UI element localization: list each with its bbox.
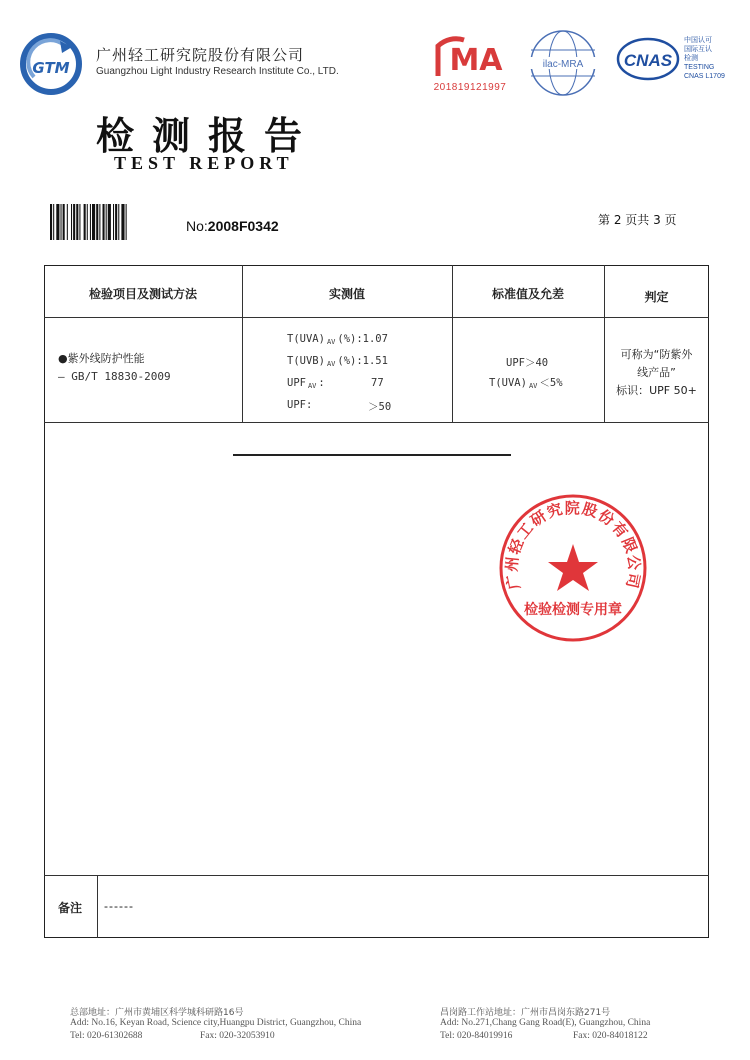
barcode-bar (87, 204, 88, 240)
footer-station-address-cn: 昌岗路工作站地址：广州市昌岗东路271号 (440, 1008, 611, 1018)
standard-upf: UPF＞40 (506, 357, 549, 369)
barcode-bar (61, 204, 62, 240)
header-standard-value: 标准值及允差 (491, 287, 564, 301)
remarks-label: 备注 (58, 901, 83, 915)
barcode-bar (67, 204, 68, 240)
measured-uva: T(UVA) $_{AV}$ (%):1.07 (287, 333, 388, 346)
cma-code: 201819121997 (433, 82, 507, 93)
footer-station-address-en: Add: No.271,Chang Gang Road(E), Guangzhou, China (440, 1018, 651, 1028)
cnas-logo-icon (616, 36, 680, 82)
barcode-bar (79, 204, 80, 240)
barcode-bar (50, 204, 52, 240)
barcode-bar (108, 204, 111, 240)
barcode-bar (99, 204, 100, 240)
header-measured-value: 实测值 (328, 287, 365, 301)
svg-text:MA: MA (449, 43, 503, 78)
header-verdict: 判定 (644, 290, 669, 304)
page-indicator: 第 2 页共 3 页 (598, 213, 677, 227)
data-row-divider (44, 422, 709, 423)
measured-upf-value: ＞50 (368, 401, 392, 413)
barcode-bar (71, 204, 72, 240)
company-logo (20, 33, 82, 95)
test-item-name: ●紫外线防护性能 (58, 352, 145, 365)
barcode-bar (118, 204, 119, 240)
company-name-en: Guangzhou Light Industry Research Institute Co., LTD. (96, 66, 339, 77)
seal-star-icon (548, 544, 598, 591)
barcode-icon (50, 204, 176, 240)
barcode-bar (73, 204, 75, 240)
measured-uvb: T(UVB) $_{AV}$ (%):1.51 (287, 355, 388, 368)
header-test-item: 检验项目及测试方法 (88, 287, 197, 301)
measured-upf-av-value: 77 (371, 377, 384, 389)
svg-text:CNAS: CNAS (623, 51, 673, 70)
footer-hq-tel: Tel: 020-61302688 (70, 1031, 143, 1041)
svg-text:检验检测专用章: 检验检测专用章 (524, 602, 622, 618)
barcode-bar (106, 204, 107, 240)
measured-upf-av: UPF $_{AV}$ : (287, 377, 325, 390)
barcode-bar (103, 204, 105, 240)
svg-text:ilac-MRA: ilac-MRA (542, 59, 584, 70)
official-seal-stamp (496, 492, 650, 644)
barcode-bar (121, 204, 124, 240)
report-title-cn: 检测报告 (96, 114, 321, 158)
barcode-bar (90, 204, 91, 240)
remarks-value: ------ (104, 899, 134, 913)
barcode-bar (56, 204, 59, 240)
barcode-bar (126, 204, 127, 240)
footer-hq-address-cn: 总部地址：广州市黄埔区科学城科研路16号 (70, 1008, 244, 1018)
footer-station-tel: Tel: 020-84019916 (440, 1031, 513, 1041)
verdict-text: 可称为“防紫外 线产品” 标识：UPF 50+ (616, 348, 697, 397)
footer-hq-fax: Fax: 020-32053910 (200, 1031, 275, 1041)
remarks-divider (44, 875, 709, 876)
report-number-label: No: (186, 218, 208, 234)
footer-hq-address-en: Add: No.16, Keyan Road, Science city,Huangpu District, Guangzhou, China (70, 1018, 362, 1028)
cma-mark-icon (430, 36, 510, 80)
barcode-bar (63, 204, 65, 240)
end-of-content-rule (233, 454, 511, 456)
test-item-method: — GB/T 18830-2009 (58, 370, 171, 383)
standard-uva: T(UVA) $_{AV}$ ＜5% (489, 377, 563, 390)
barcode-bar (115, 204, 117, 240)
remarks-column-divider (97, 875, 98, 938)
header-row-divider (44, 317, 709, 318)
svg-text:GTM: GTM (32, 59, 70, 77)
barcode-bar (84, 204, 86, 240)
ilac-mra-logo-icon (528, 28, 598, 98)
measured-upf-label: UPF: (287, 399, 313, 411)
cnas-accreditation-text: 中国认可 国际互认 检测 TESTING CNAS L1709 (684, 37, 725, 80)
company-name-cn: 广州轻工研究院股份有限公司 (96, 46, 305, 64)
barcode-bar (53, 204, 54, 240)
svg-text:广州轻工研究院股份有限公司: 广州轻工研究院股份有限公司 (502, 498, 644, 592)
report-number-value: 2008F0342 (207, 218, 279, 234)
report-number (186, 218, 279, 234)
barcode-bar (76, 204, 78, 240)
barcode-bar (92, 204, 95, 240)
footer-station-fax: Fax: 020-84018122 (573, 1031, 648, 1041)
barcode-bar (96, 204, 98, 240)
report-title-en: TEST REPORT (114, 153, 294, 173)
barcode-bar (113, 204, 114, 240)
